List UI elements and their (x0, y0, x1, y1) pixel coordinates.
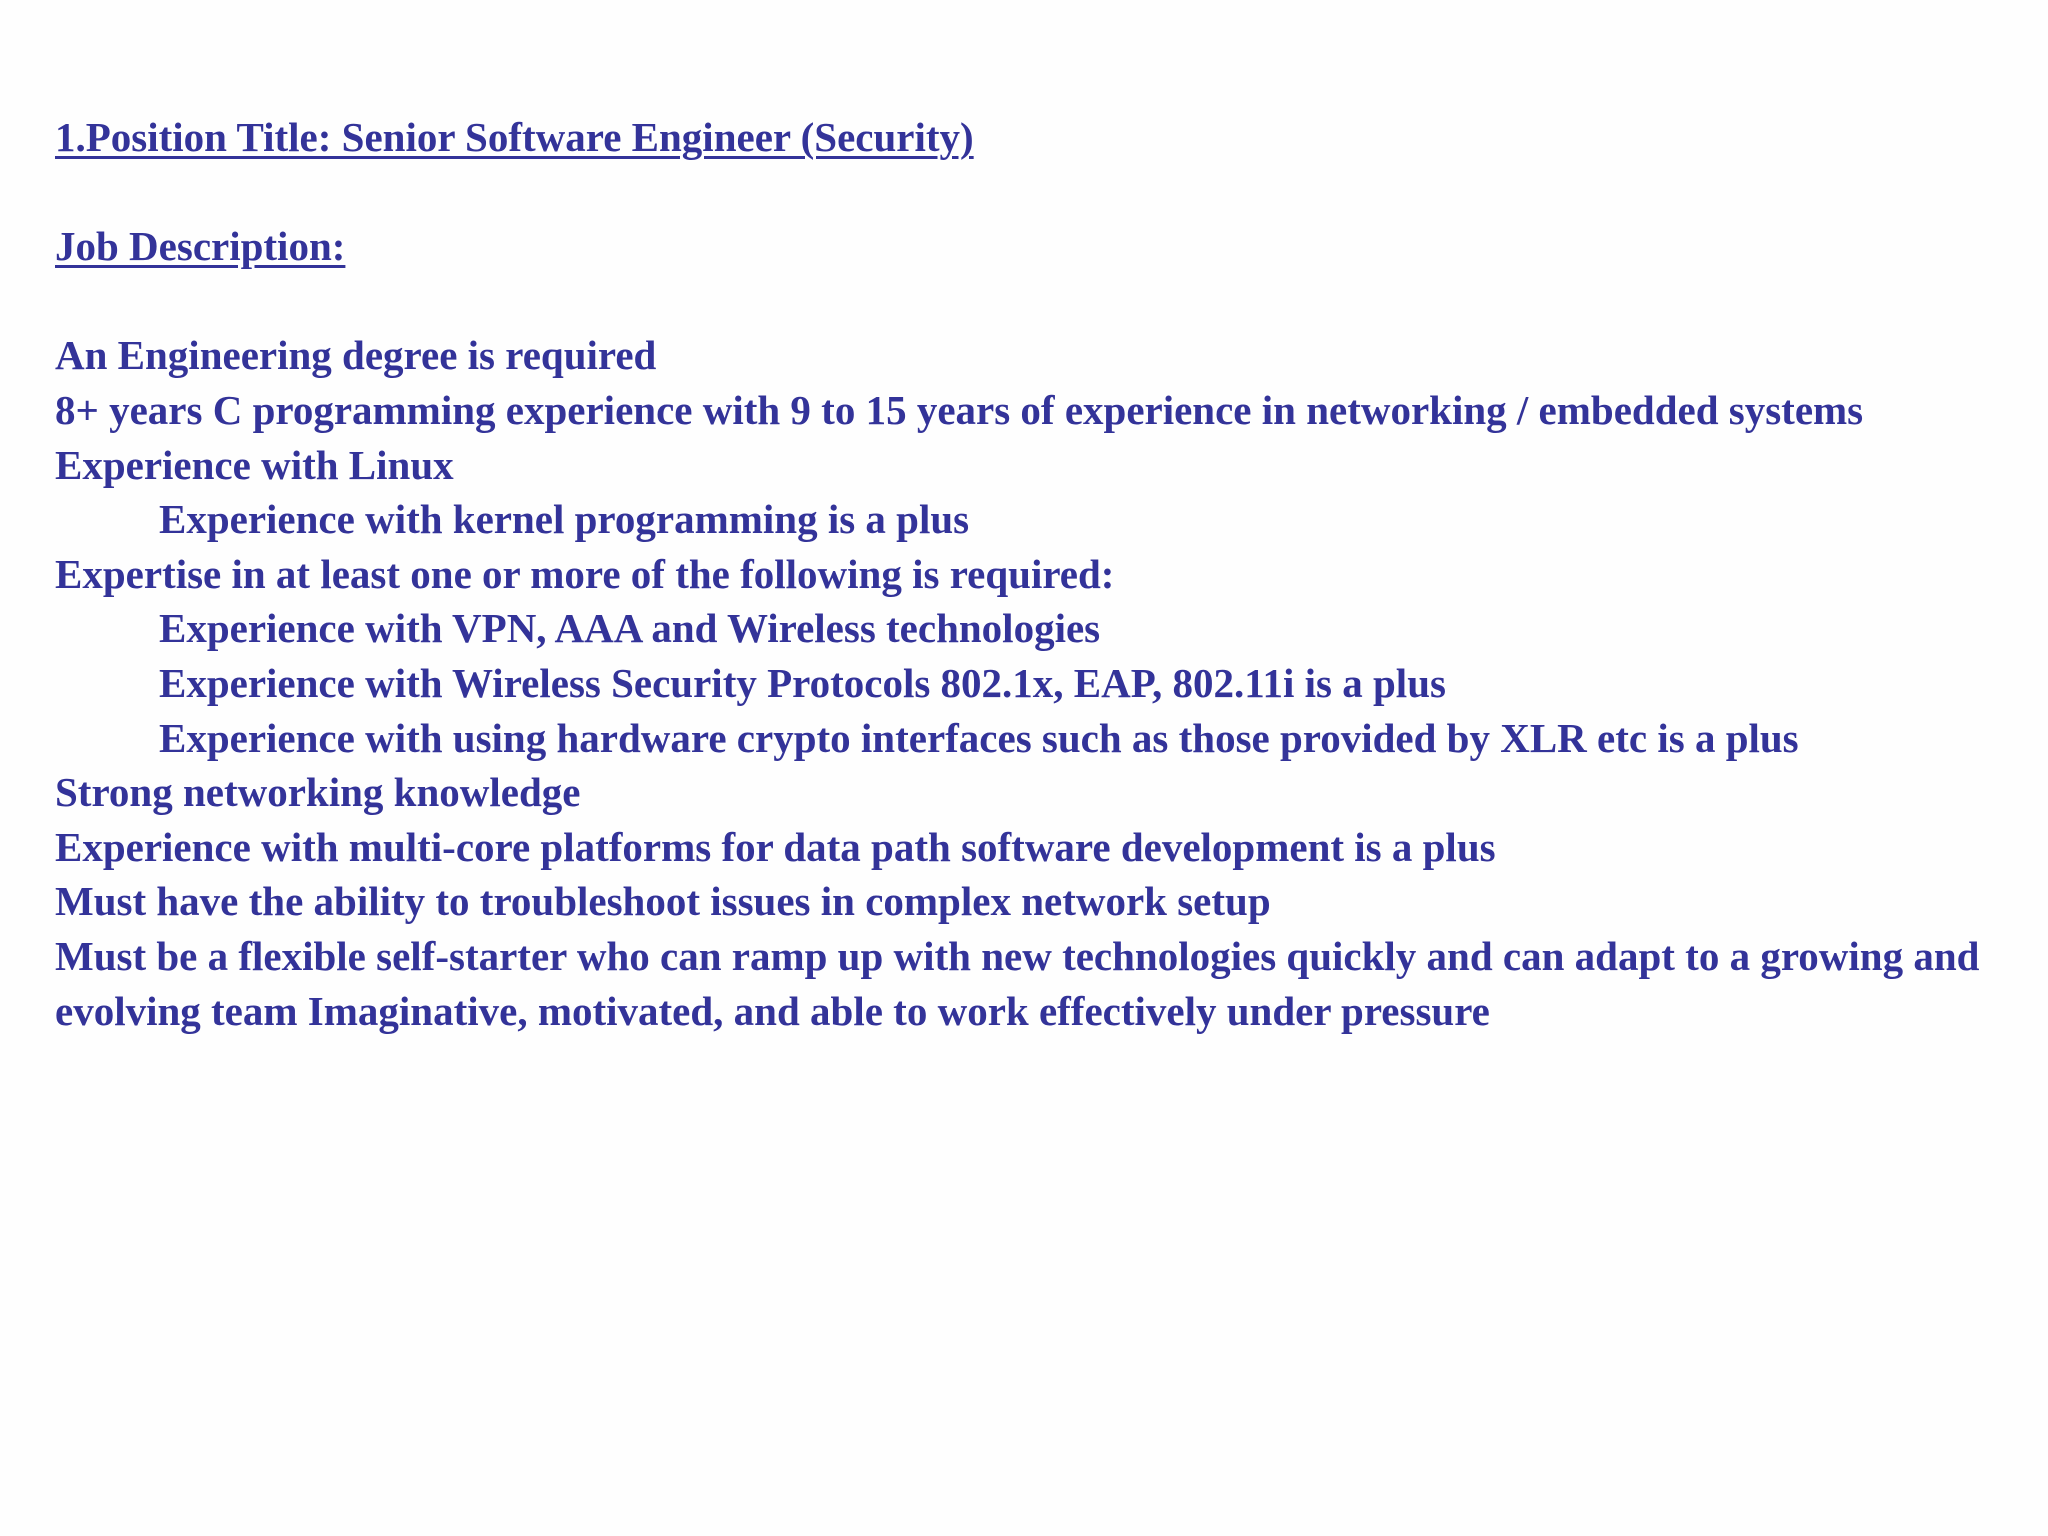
requirement-item: Must have the ability to troubleshoot issues in complex network setup (55, 878, 1271, 925)
requirement-item: Experience with multi-core platforms for data path software development is a plus (55, 823, 1496, 870)
requirement-item: Expertise in at least one or more of the following is required: (55, 550, 1115, 597)
requirement-sub-item: Experience with VPN, AAA and Wireless technologies (159, 605, 1101, 652)
position-title: 1.Position Title: Senior Software Engineer (Security) (55, 114, 974, 160)
section-heading: Job Description: (55, 223, 346, 270)
job-description-document (55, 110, 2025, 1038)
requirement-item: Strong networking knowledge (55, 769, 581, 816)
requirement-item: An Engineering degree is required (55, 332, 657, 379)
requirement-item: Must be a flexible self-starter who can ramp up with new technologies quickly and can adapt to a growing and evolving team Imaginative, motivated, and able to work effectively under pressure (55, 932, 1980, 1034)
requirement-item: 8+ years C programming experience with 9 to 15 years of experience in networking / embedded systems (55, 386, 1864, 433)
requirement-sub-item: Experience with Wireless Security Protocols 802.1x, EAP, 802.11i is a plus (159, 659, 1446, 706)
requirement-item: Experience with Linux (55, 441, 454, 488)
requirement-sub-item: Experience with using hardware crypto interfaces such as those provided by XLR etc is a plus (159, 714, 1799, 761)
requirement-sub-item: Experience with kernel programming is a plus (159, 496, 970, 543)
spacer (55, 274, 2025, 329)
spacer (55, 165, 2025, 220)
